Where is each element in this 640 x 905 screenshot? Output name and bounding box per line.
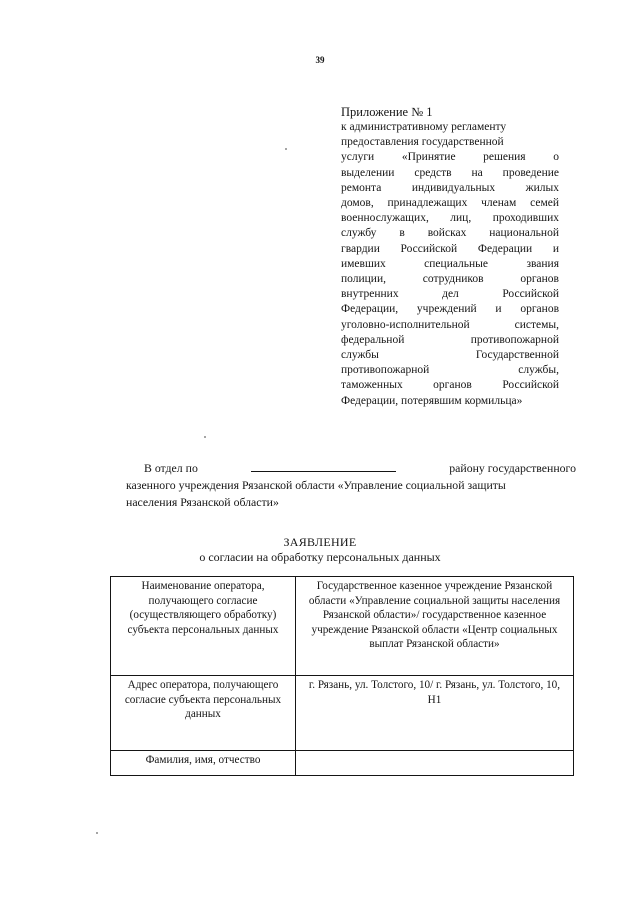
appendix-line: федеральной противопожарной xyxy=(341,333,559,346)
appendix-line: предоставления государственной xyxy=(341,136,504,149)
operator-address-value: г. Рязань, ул. Толстого, 10/ г. Рязань, ул. Толстого, 10, Н1 xyxy=(296,676,574,751)
statement-title-block xyxy=(0,535,640,565)
appendix-line: имевших специальные звания xyxy=(341,257,559,270)
department-address xyxy=(126,460,576,511)
appendix-line: домов, принадлежащих членам семей xyxy=(341,197,559,210)
page-number: 39 xyxy=(315,55,325,65)
statement-subtitle: о согласии на обработку персональных данных xyxy=(199,550,441,564)
department-line-1 xyxy=(126,460,576,477)
appendix-line: гвардии Российской Федерации и xyxy=(341,242,559,255)
department-suffix: району государственного xyxy=(449,461,576,475)
appendix-line: Федерации, потерявшим кормильца» xyxy=(341,394,523,407)
appendix-line: услуги «Принятие решения о xyxy=(341,151,559,164)
table-row xyxy=(111,751,574,776)
department-prefix: В отдел по xyxy=(144,461,198,475)
table-row xyxy=(111,676,574,751)
full-name-field[interactable] xyxy=(296,751,574,776)
appendix-line: к административному регламенту xyxy=(341,121,507,133)
appendix-line: таможенных органов Российской xyxy=(341,379,559,392)
appendix-line: военнослужащих, лиц, проходивших xyxy=(341,212,559,225)
appendix-line: службу в войсках национальной xyxy=(341,227,559,240)
appendix-line: службы Государственной xyxy=(341,349,559,362)
consent-table xyxy=(110,576,574,776)
appendix-line: ремонта индивидуальных жилых xyxy=(341,181,559,194)
department-line-2: казенного учреждения Рязанской области «Управление социальной защиты xyxy=(126,478,506,492)
scan-speck xyxy=(285,148,287,150)
scan-speck xyxy=(96,832,98,834)
appendix-line: внутренних дел Российской xyxy=(341,288,559,301)
appendix-heading: Приложение № 1 xyxy=(341,105,433,119)
department-line-3: населения Рязанской области» xyxy=(126,495,279,509)
appendix-line: уголовно-исполнительной системы, xyxy=(341,318,559,331)
table-row xyxy=(111,577,574,676)
operator-address-label: Адрес оператора, получающего согласие субъекта персональных данных xyxy=(111,676,296,751)
scan-speck xyxy=(204,436,206,438)
appendix-line: выделении средств на проведение xyxy=(341,166,559,179)
appendix-line: противопожарной службы, xyxy=(341,364,559,377)
appendix-line: полиции, сотрудников органов xyxy=(341,273,559,286)
operator-name-label: Наименование оператора, получающего согласие (осуществляющего обработку) субъекта персональных данных xyxy=(111,577,296,676)
full-name-label: Фамилия, имя, отчество xyxy=(111,751,296,776)
operator-name-value: Государственное казенное учреждение Рязанской области «Управление социальной защиты населения Рязанской области»/ государственное казенное учреждение Рязанской области «Центр социальных выплат Рязанской области» xyxy=(296,577,574,676)
district-blank-field[interactable] xyxy=(251,460,396,472)
statement-title: ЗАЯВЛЕНИЕ xyxy=(283,535,357,549)
appendix-block xyxy=(341,104,559,409)
appendix-line: Федерации, учреждений и органов xyxy=(341,303,559,316)
